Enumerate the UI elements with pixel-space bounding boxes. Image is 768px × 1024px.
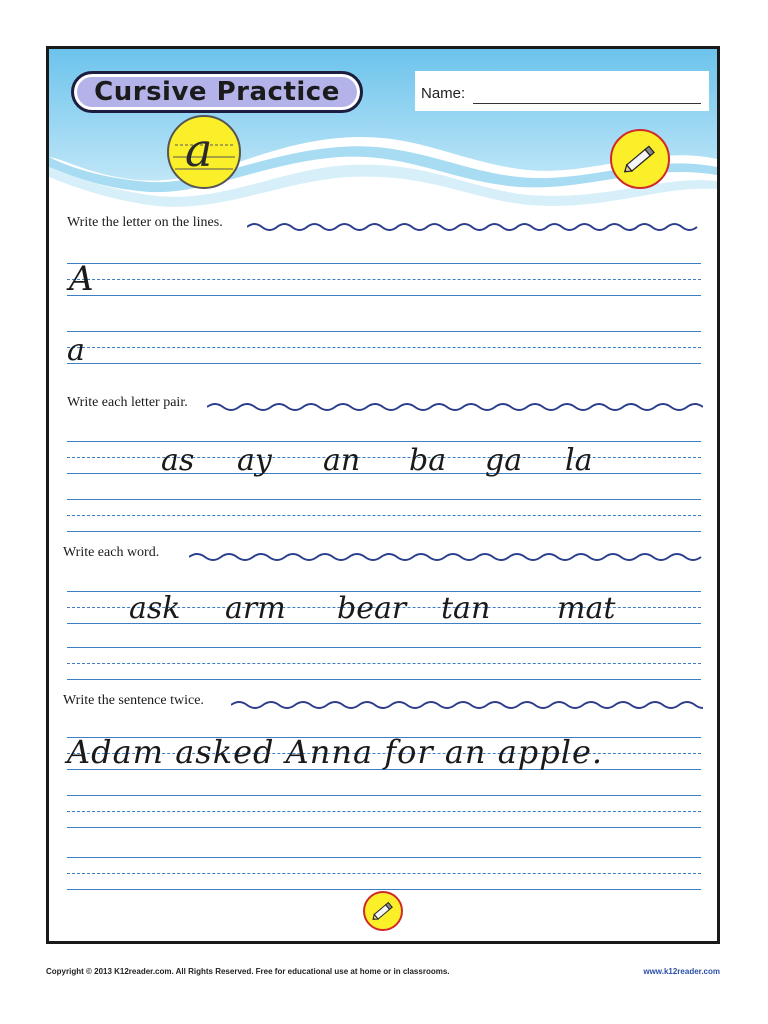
writing-line-midline bbox=[67, 347, 701, 348]
pencil-icon bbox=[610, 129, 670, 189]
name-field-box bbox=[415, 71, 709, 111]
practice-sentence: Adam asked Anna for an apple. bbox=[67, 733, 604, 771]
page-title-text: Cursive Practice bbox=[94, 77, 340, 107]
wave-divider bbox=[189, 551, 703, 563]
letter-pair: la bbox=[565, 443, 593, 478]
writing-line-midline bbox=[67, 873, 701, 874]
page-title bbox=[71, 71, 363, 113]
writing-line bbox=[67, 647, 701, 648]
writing-line bbox=[67, 499, 701, 500]
name-label: Name: bbox=[421, 85, 466, 102]
writing-line-midline bbox=[67, 279, 701, 280]
writing-line bbox=[67, 679, 701, 680]
writing-line-midline bbox=[67, 663, 701, 664]
wave-divider bbox=[207, 401, 703, 413]
writing-line bbox=[67, 295, 701, 296]
name-field-line[interactable] bbox=[473, 103, 701, 104]
letter-pair: ba bbox=[409, 443, 447, 478]
letter-pair: ay bbox=[237, 443, 272, 478]
writing-line-midline bbox=[67, 515, 701, 516]
sample-letter-lowercase: a bbox=[67, 333, 85, 368]
writing-line bbox=[67, 363, 701, 364]
writing-line bbox=[67, 857, 701, 858]
sample-letter-uppercase: A bbox=[69, 259, 94, 299]
practice-word: ask bbox=[129, 591, 181, 626]
instruction-words: Write each word. bbox=[63, 545, 163, 561]
practice-word: mat bbox=[557, 591, 616, 626]
practice-word: tan bbox=[441, 591, 491, 626]
wave-divider bbox=[231, 699, 703, 711]
practice-word: bear bbox=[337, 591, 407, 626]
footer-url-link[interactable]: www.k12reader.com bbox=[643, 967, 720, 976]
footer-copyright: Copyright © 2013 K12reader.com. All Rights Reserved. Free for educational use at home or in classrooms. bbox=[46, 967, 450, 976]
practice-word: arm bbox=[225, 591, 286, 626]
writing-line bbox=[67, 263, 701, 264]
writing-line bbox=[67, 441, 701, 442]
instruction-sentence: Write the sentence twice. bbox=[63, 693, 208, 709]
worksheet-page bbox=[46, 46, 720, 944]
writing-line-midline bbox=[67, 811, 701, 812]
letter-badge-letter: a bbox=[185, 123, 213, 177]
writing-line bbox=[67, 889, 701, 890]
letter-badge-icon bbox=[167, 115, 241, 189]
writing-line bbox=[67, 795, 701, 796]
writing-line bbox=[67, 531, 701, 532]
wave-divider bbox=[247, 221, 703, 233]
letter-pair: as bbox=[161, 443, 195, 478]
instruction-letters: Write the letter on the lines. bbox=[67, 215, 227, 231]
letter-pair: ga bbox=[485, 443, 523, 478]
writing-line bbox=[67, 827, 701, 828]
writing-line bbox=[67, 331, 701, 332]
letter-pair: an bbox=[323, 443, 361, 478]
pencil-icon bbox=[363, 891, 403, 931]
instruction-pairs: Write each letter pair. bbox=[67, 395, 192, 411]
